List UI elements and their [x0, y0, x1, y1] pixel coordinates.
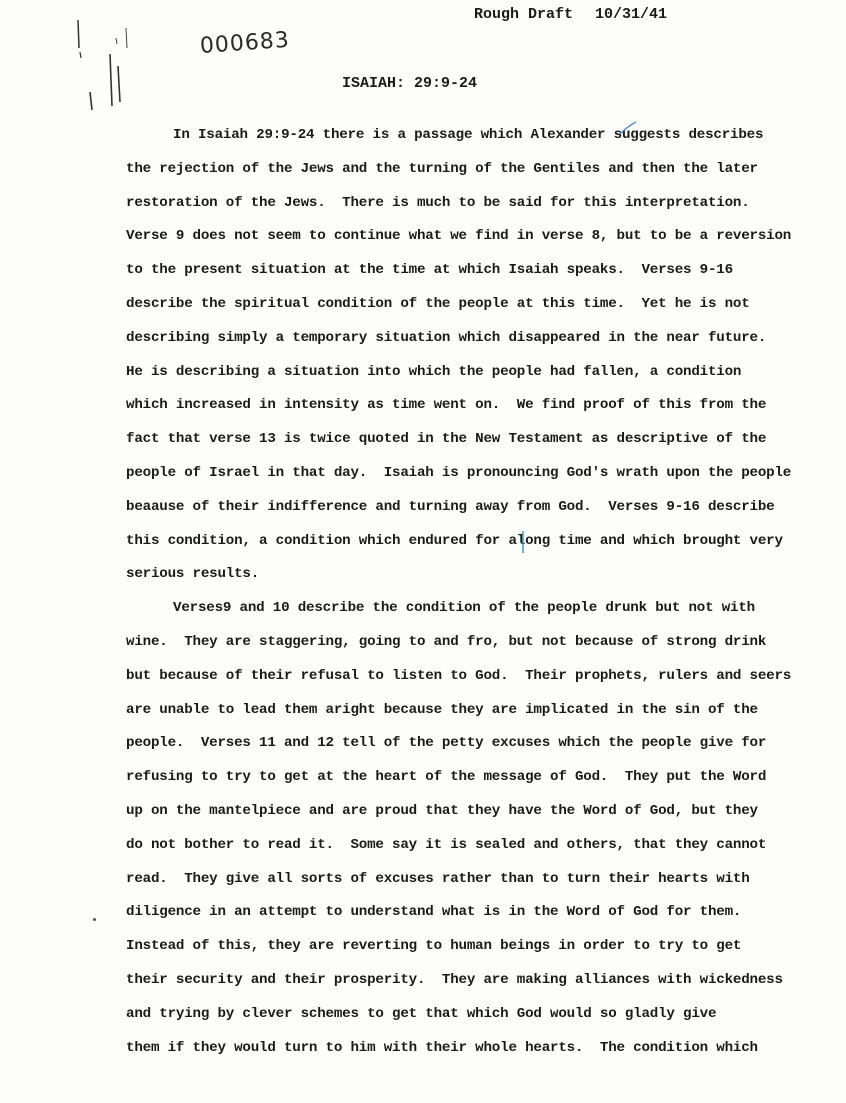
- text-line: refusing to try to get at the heart of the message of God. They put the Word: [126, 769, 767, 786]
- text-line: people. Verses 11 and 12 tell of the petty excuses which the people give for: [126, 735, 767, 752]
- text-line: beaause of their indifference and turning away from God. Verses 9-16 describe: [126, 498, 775, 515]
- text-line: describing simply a temporary situation which disappeared in the near future.: [126, 329, 767, 346]
- paper-speck: [93, 918, 96, 921]
- text-line: wine. They are staggering, going to and fro, but not because of strong drink: [126, 633, 767, 650]
- page-title: ISAIAH: 29:9-24: [342, 75, 478, 92]
- text-line: fact that verse 13 is twice quoted in the New Testament as descriptive of the: [126, 431, 767, 448]
- text-line: In Isaiah 29:9-24 there is a passage which Alexander suggests describes: [173, 127, 764, 143]
- margin-pencil-marks-icon: [70, 18, 140, 118]
- text-line: but because of their refusal to listen to God. Their prophets, rulers and seers: [126, 667, 792, 684]
- paragraph-1: [126, 124, 826, 597]
- paragraph-2: [126, 597, 826, 1070]
- document-body: [126, 124, 826, 1070]
- pencil-check-icon: [618, 120, 638, 140]
- text-line: read. They give all sorts of excuses rather than to turn their hearts with: [126, 870, 750, 887]
- draft-label: Rough Draft: [474, 6, 574, 23]
- draft-date: 10/31/41: [595, 6, 668, 23]
- text-line: serious results.: [126, 566, 260, 583]
- text-line: are unable to lead them aright because they are implicated in the sin of the: [126, 701, 758, 718]
- text-line: their security and their prosperity. They are making alliances with wickedness: [126, 971, 783, 988]
- draft-header: [474, 6, 667, 23]
- text-line: to the present situation at the time at which Isaiah speaks. Verses 9-16: [126, 262, 733, 279]
- text-line: and trying by clever schemes to get that which God would so gladly give: [126, 1005, 717, 1022]
- text-line: He is describing a situation into which the people had fallen, a condition: [126, 363, 742, 380]
- text-line: up on the mantelpiece and are proud that they have the Word of God, but they: [126, 802, 758, 819]
- text-line: which increased in intensity as time went on. We find proof of this from the: [126, 397, 767, 414]
- text-line: diligence in an attempt to understand what is in the Word of God for them.: [126, 904, 742, 921]
- text-line: Instead of this, they are reverting to human beings in order to try to get: [126, 938, 742, 955]
- text-line: do not bother to read it. Some say it is sealed and others, that they cannot: [126, 836, 767, 853]
- text-line: Verse 9 does not seem to continue what we find in verse 8, but to be a reversion: [126, 228, 792, 245]
- text-line: people of Israel in that day. Isaiah is pronouncing God's wrath upon the people: [126, 464, 792, 481]
- pencil-insert-mark-icon: [519, 530, 527, 554]
- text-line: them if they would turn to him with their whole hearts. The condition which: [126, 1039, 758, 1056]
- document-number-stamp: 000683: [199, 27, 291, 59]
- text-line: Verses9 and 10 describe the condition of the people drunk but not with: [173, 600, 755, 617]
- text-line: restoration of the Jews. There is much to be said for this interpretation.: [126, 194, 750, 211]
- text-line: the rejection of the Jews and the turning of the Gentiles and then the later: [126, 160, 758, 177]
- text-line: describe the spiritual condition of the people at this time. Yet he is not: [126, 295, 750, 312]
- text-line: this condition, a condition which endured for along time and which brought very: [126, 532, 783, 549]
